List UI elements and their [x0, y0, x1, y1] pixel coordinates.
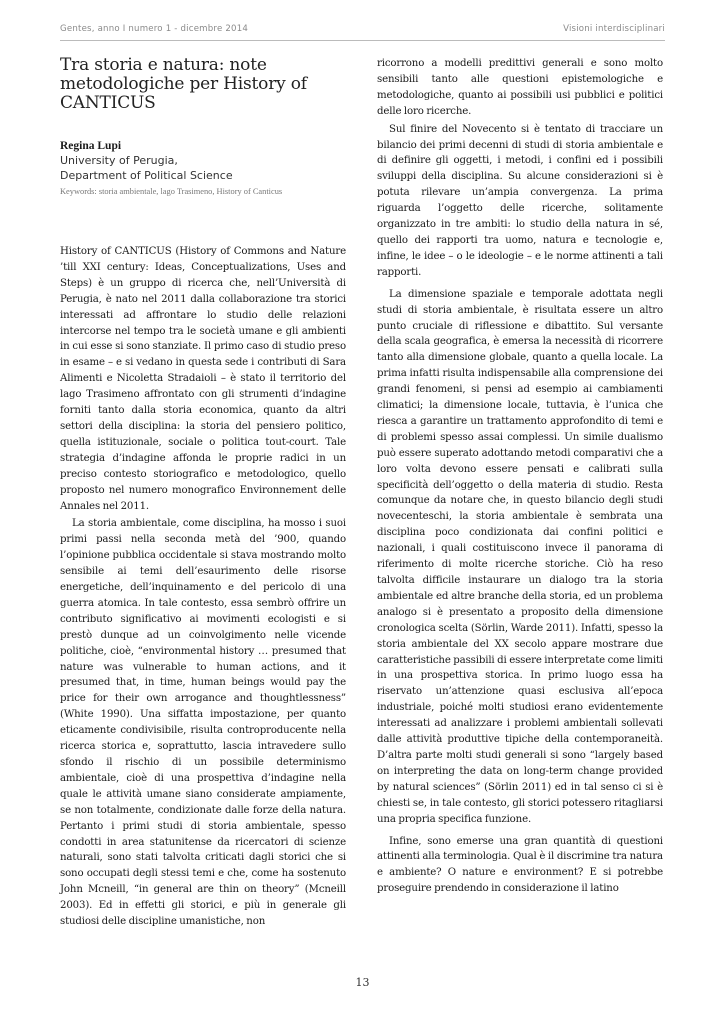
paragraph: Infine, sono emerse una gran quantità di questioni attinenti alla terminologia. Qual è il discrimine tra natura e ambiente? O nature e environment? E si potrebbe proseguire prendendo in considerazione il latino — [377, 835, 663, 895]
running-header — [60, 24, 665, 38]
right-column — [377, 56, 663, 897]
left-column — [60, 56, 346, 930]
header-divider — [60, 40, 665, 41]
affiliation-university: University of Perugia, — [60, 154, 178, 167]
keywords: Keywords: storia ambientale, lago Trasimeno, History of Canticus — [60, 187, 283, 196]
affiliation-department: Department of Political Science — [60, 169, 233, 182]
left-body — [60, 244, 346, 930]
paragraph: La dimensione spaziale e temporale adottata negli studi di storia ambientale, è risultata essere un altro punto cruciale di riflessione e dibattito. Sul versante della scala geografica, è emersa la necessità di ricorrere tanto alla dimensione globale, quanto a quella locale. La prima infatti risulta indispensabile alla comprensione dei grandi fenomeni, si pensi ad esempio ai cambiamenti climatici; la dimensione locale, tuttavia, è l’unica che riesca a garantire un trattamento approfondito di temi e di problemi spesso assai complessi. Un simile dualismo può essere superato adottando metodi comparativi che a loro volta devono essere pensati e calibrati sulla specificità dell’oggetto o della materia di studio. Resta comunque da notare che, in questo bilancio degli studi novecenteschi, la storia ambientale è sembrata una disciplina poco condizionata dai confini politici e nazionali, i quali costituiscono invece il panorama di riferimento di molte ricerche storiche. Ciò ha reso talvolta difficile instaurare un dialogo tra la storia ambientale ed altre branche della storia, ed un problema analogo si è presentato a proposito della dimensione cronologica scelta (Sörlin, Warde 2011). Infatti, spesso la storia ambientale del XX secolo appare mostrare due caratteristiche passibili di essere interpretate come limiti in una prospettiva storica. In primo luogo essa ha riservato un’attenzione quasi esclusiva all’epoca industriale, poiché molti studiosi erano evidentemente interessati ad analizzare i problemi ambientali sollevati dalle attività produttive tipiche della contemporaneità. D’altra parte molti studi generali si sono “largely based on interpreting the data on long-term change provided by natural sciences” (Sörlin 2011) ed in tal senso ci si è chiesti se, in tale contesto, gli storici potessero ritagliarsi una propria specifica funzione. — [377, 288, 664, 825]
page-number: 13 — [355, 976, 370, 989]
paragraph: La storia ambientale, come disciplina, ha mosso i suoi primi passi nella seconda metà del ’900, quando l’opinione pubblica occidentale si stava mostrando molto sensibile ai temi dell’esaurimento delle risorse energetiche, dell’inquinamento e del pericolo di una guerra atomica. In tale contesto, essa sembrò offrire un contributo significativo ai movimenti ecologisti e si prestò dunque ad un coinvolgimento nelle vicende politiche, cioè, “environmental history … presumed that nature was vulnerable to human actions, and it presumed that, in time, human beings would pay the price for their own arrogance and thoughtlessness” (White 1990). Una siffatta impostazione, per quanto eticamente condivisibile, risulta controproducente nella ricerca storica e, soprattutto, lascia intravedere sullo sfondo il rischio di un possibile determinismo ambientale, cioè di una prospettiva d’indagine nella quale le attività umane siano considerate ampiamente, se non totalmente, condizionate dalle forze della natura. Pertanto i primi studi di storia ambientale, spesso condotti in area statunitense da ricercatori di scienze naturali, sono stati talvolta criticati dagli storici che si sono occupati degli stessi temi e che, come ha sostenuto John Mcneill, “in general are thin on theory” (Mcneill 2003). Ed in effetti gli storici, e più in generale gli studiosi delle discipline umanistiche, non — [60, 518, 346, 928]
section-label: Visioni interdisciplinari — [563, 24, 665, 34]
author-name: Regina Lupi — [60, 140, 122, 152]
article-title: Tra storia e natura: note metodologiche per History of CANTICUS — [60, 55, 307, 113]
paragraph: Sul finire del Novecento si è tentato di tracciare un bilancio dei primi decenni di studi di storia ambientale e di definire gli oggetti, i metodi, i confini ed i possibili sviluppi della disciplina. Su alcune considerazioni si è potuta rilevare un’ampia convergenza. La prima riguarda l’oggetto delle ricerche, solitamente organizzato in tre ambiti: lo studio della natura in sé, quello dei rapporti tra uomo, natura e tecnologie e, infine, le idee – o le ideologie – e le norme attinenti a tali rapporti. — [377, 123, 663, 278]
journal-issue-label: Gentes, anno I numero 1 - dicembre 2014 — [60, 24, 249, 34]
paragraph: History of CANTICUS (History of Commons and Nature ’till XXI century: Ideas, Conceptualizations, Uses and Steps) è un gruppo di ricerca che, nell’Università di Perugia, è nato nel 2011 dalla collaborazione tra storici interessati ad affrontare lo studio delle relazioni intercorse nel tempo tra le società umane e gli ambienti in cui esse si sono stanziate. Il primo caso di studio preso in esame – e si vedano in questa sede i contributi di Sara Alimenti e Nicoletta Stradaioli – è stato il territorio del lago Trasimeno affrontato con gli strumenti d’indagine forniti tanto dalla storia economica, quanto da altri settori della disciplina: la storia del pensiero politico, quella istituzionale, sociale o politica tout-court. Tale strategia d’indagine affonda le proprie radici in un preciso contesto storiografico e metodologico, quello proposto nel numero monografico Environnement delle Annales nel 2011. — [60, 246, 346, 512]
paragraph: ricorrono a modelli predittivi generali e sono molto sensibili tanto alle questioni epistemologiche e metodologiche, quanto ai possibili usi pubblici e politici delle loro ricerche. — [377, 58, 663, 117]
